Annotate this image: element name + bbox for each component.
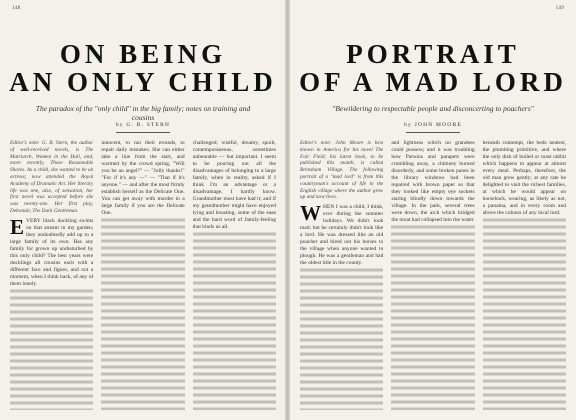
body-paragraph (10, 214, 94, 288)
text-continuation (300, 267, 383, 410)
divider (406, 132, 460, 133)
text-column (101, 140, 184, 410)
article-headline (0, 40, 286, 97)
divider (116, 132, 170, 133)
body-text: VERY black duckling swims on that stream in my garden; they undoubtedly add up to a large family of its own. Has any family for grown up undisturbed by this only child? The best years were ducklings all cousins each with a different face and figure, and not a moment, when I think back, of any of them lonely. (10, 217, 94, 287)
text-column (300, 140, 383, 410)
body-text: and lightness which no grandees could possess; and it was troubling how Parsons and parapets were crumbling away, a chimney burned disorderly, and some broken panes in the library windows had been repaired with brown paper so that they looked like empty eye sockets staring blindly down towards the village. In the park, several trees were down, the arch which bridged the moat had collapsed into the water. (391, 140, 475, 223)
text-column (10, 140, 93, 410)
text-column (483, 140, 566, 410)
byline: by G. B. STERN (115, 122, 171, 128)
headline-line: ON BEING (59, 39, 227, 69)
headline-line: PORTRAIT (346, 39, 520, 69)
article-dek: The paradox of the "only child" in the big family; notes on training and cousins (35, 104, 251, 122)
article-columns (300, 140, 566, 410)
editors-note: Editor's note: G. B. Stern, the author of well-received novels, is The Matriarch, Women in the Hall, and, more recently, These Reasonable Shores. As a child, she wanted to be an actress; now attended the Royal Academy of Dramatic Art. Her literary life was one, also, of sensation, her first novel was accepted before she was twenty-one. Her first play, Debonair, The Dark Gentleman. (10, 140, 94, 214)
body-text: beneath contempt, the beds neatest, the plumbing primitive, and where the only dish of boiled or roast rabbit which happens to appear at almost every meal. Perhaps, therefore, the old man grew gently; at any rate he delighted to visit the richest families, at which he would appear on horseback, wearing, as likely as not, a panama, and in every room and above the colours of any local lord. (482, 140, 566, 216)
article-dek: "Bewildering to respectable people and disconcerting to poachers" (332, 104, 534, 113)
right-page (290, 0, 576, 420)
drop-cap: E (10, 214, 25, 239)
article-headline (290, 40, 576, 97)
article-columns (10, 140, 276, 410)
drop-cap: W (300, 201, 321, 226)
text-continuation (101, 217, 184, 410)
body-text: innocent, to run their errands, to repair daily mistakes. She can either take a line from the start, and warmed by the crowd spring, "Will you be an angel?" — "Jolly thanks!" "For if it's any —" — "That if it's anyone." — and after the most firmly establish herself as the Delicate One. You can get away with murder in a large family if you are the Delicate One. (101, 140, 185, 216)
byline: by JOHN MOORE (404, 122, 462, 128)
body-text: challenged; wistful, dreamy, spoilt, contemporaneous, sometimes unbearable — but important. I seem to be pouring out all the disadvantages of belonging to a large family, when in reality, asked if I think I'm an advantage or a disadvantage, I hardly know. Grandmother must have had it; and if my grandmother might have enjoyed lying and boasting, some of the ease and the hard word of family-feeling that binds us all. (192, 140, 276, 230)
text-column (193, 140, 276, 410)
text-continuation (391, 224, 474, 410)
page-number: 149 (555, 6, 564, 11)
left-page (0, 0, 286, 420)
text-column (391, 140, 474, 410)
headline-line: OF A MAD LORD (299, 67, 567, 98)
body-text: HEN I was a child, I think, ever during the summer holidays. We didn't look mad; but he certainly didn't look like a lord. He was dressed like an old poacher and hired out his horses to the village when anyone wanted to plough. He was a gentleman and had the oldest title in the county. (300, 204, 384, 267)
text-continuation (483, 217, 566, 410)
text-continuation (10, 288, 93, 410)
editors-note: Editor's note: John Moore is best known in America for his novel The Fair Field; his latest book, to be published this month, is called Brensham Village. The following portrait of a "mad lord" is from this countryman's account of life in the English village where the author grew up and now lives. (300, 140, 384, 201)
headline-line: AN ONLY CHILD (9, 67, 277, 98)
body-paragraph (300, 201, 384, 267)
page-number: 148 (12, 6, 21, 11)
text-continuation (193, 231, 276, 410)
